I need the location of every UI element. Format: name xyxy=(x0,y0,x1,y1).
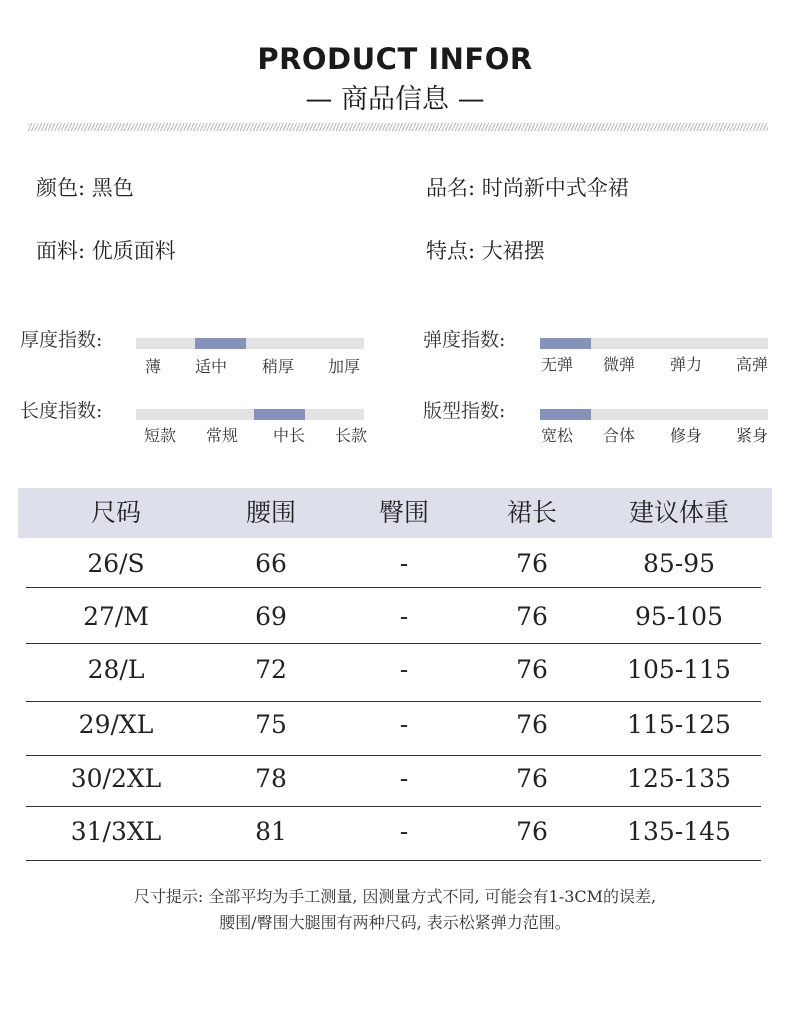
scale-label: 弹度指数: xyxy=(423,329,506,351)
scale-selected-marker xyxy=(254,409,305,420)
table-cell: 76 xyxy=(516,710,548,739)
table-row xyxy=(26,538,761,588)
scale-label: 厚度指数: xyxy=(20,329,103,351)
table-header-cell: 建议体重 xyxy=(628,498,730,527)
scale-option: 稍厚 xyxy=(261,357,295,376)
table-cell: 105-115 xyxy=(627,655,731,684)
scale-option: 合体 xyxy=(602,426,636,445)
table-cell: 29/XL xyxy=(78,710,154,739)
table-cell: 27/M xyxy=(83,602,149,631)
scale-option: 紧身 xyxy=(735,426,769,445)
table-cell: 66 xyxy=(255,549,287,578)
page-header xyxy=(0,40,790,120)
scale-option: 修身 xyxy=(669,426,703,445)
title-chinese: — 商品信息 — xyxy=(305,84,485,115)
info-name: 品名: 时尚新中式伞裙 xyxy=(426,176,629,200)
table-cell: 125-135 xyxy=(627,764,731,793)
table-row xyxy=(26,807,761,861)
note-line: 尺寸提示: 全部平均为手工测量, 因测量方式不同, 可能会有1-3CM的误差, xyxy=(133,887,657,906)
scale-option: 常规 xyxy=(205,426,239,445)
info-feature: 特点: 大裙摆 xyxy=(426,239,545,263)
scale-track xyxy=(540,338,768,349)
scale-option: 薄 xyxy=(144,357,162,376)
scale-option: 适中 xyxy=(194,357,228,376)
scale-option: 加厚 xyxy=(327,357,361,376)
table-cell: 30/2XL xyxy=(70,764,162,793)
note-line: 腰围/臀围大腿围有两种尺码, 表示松紧弹力范围。 xyxy=(219,913,571,932)
scale-option: 中长 xyxy=(272,426,306,445)
table-cell: 76 xyxy=(516,602,548,631)
info-color: 颜色: 黑色 xyxy=(36,176,134,200)
table-cell: 95-105 xyxy=(635,602,723,631)
table-cell: - xyxy=(399,817,409,846)
scale-option: 长款 xyxy=(334,426,368,445)
table-row xyxy=(26,644,761,702)
table-cell: 31/3XL xyxy=(70,817,162,846)
size-notes xyxy=(0,884,790,936)
scale-option: 无弹 xyxy=(540,355,574,374)
table-cell: 69 xyxy=(255,602,287,631)
scale-label: 长度指数: xyxy=(20,400,103,422)
table-row xyxy=(26,756,761,807)
table-header-cell: 腰围 xyxy=(245,498,297,527)
table-header xyxy=(18,488,772,538)
scale-selected-marker xyxy=(195,338,246,349)
table-cell: 28/L xyxy=(87,655,145,684)
table-cell: 76 xyxy=(516,655,548,684)
scale-selected-marker xyxy=(540,338,591,349)
table-cell: 115-125 xyxy=(627,710,731,739)
table-cell: - xyxy=(399,602,409,631)
scale-selected-marker xyxy=(540,409,591,420)
scale-option: 短款 xyxy=(143,426,177,445)
table-cell: - xyxy=(399,655,409,684)
title-english: PRODUCT INFOR xyxy=(257,42,533,76)
table-cell: 72 xyxy=(255,655,287,684)
table-cell: 76 xyxy=(516,817,548,846)
size-table xyxy=(18,488,772,846)
table-header-cell: 臀围 xyxy=(378,498,430,527)
scale-option: 弹力 xyxy=(669,355,703,374)
scale-track xyxy=(540,409,768,420)
table-cell: 75 xyxy=(255,710,287,739)
table-cell: 76 xyxy=(516,764,548,793)
table-cell: 76 xyxy=(516,549,548,578)
table-cell: - xyxy=(399,710,409,739)
table-cell: - xyxy=(399,764,409,793)
table-cell: 85-95 xyxy=(642,549,716,578)
table-cell: 135-145 xyxy=(627,817,731,846)
scale-option: 宽松 xyxy=(540,426,574,445)
table-row xyxy=(26,702,761,756)
table-cell: 78 xyxy=(255,764,287,793)
table-cell: 26/S xyxy=(87,549,145,578)
scale-label: 版型指数: xyxy=(423,400,506,422)
scale-track xyxy=(136,338,364,349)
scale-option: 高弹 xyxy=(735,355,769,374)
info-fabric: 面料: 优质面料 xyxy=(36,239,176,263)
table-row xyxy=(26,588,761,644)
divider xyxy=(28,123,768,131)
table-cell: - xyxy=(399,549,409,578)
table-header-cell: 尺码 xyxy=(90,498,142,527)
table-header-cell: 裙长 xyxy=(506,498,558,527)
scale-track xyxy=(136,409,364,420)
scale-option: 微弹 xyxy=(602,355,636,374)
table-cell: 81 xyxy=(255,817,287,846)
